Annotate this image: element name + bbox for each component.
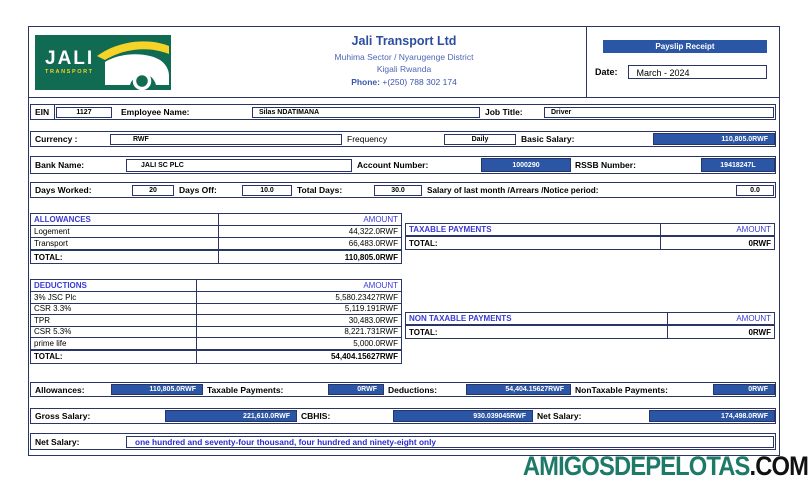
company-address-line1: Muhima Sector / Nyarugenge District bbox=[334, 52, 474, 62]
frequency-label: Frequency bbox=[347, 134, 388, 144]
allowances-total-label: TOTAL: bbox=[34, 252, 63, 262]
deduction-amount: 30,483.0RWF bbox=[196, 315, 401, 326]
deductions-amount-header: AMOUNT bbox=[196, 280, 401, 291]
rssb-number-value: 19418247L bbox=[701, 158, 775, 172]
deductions-title: DEDUCTIONS bbox=[34, 281, 87, 290]
gross-salary-value: 221,610.0RWF bbox=[165, 410, 297, 422]
allowances-total-value: 110,805.0RWF bbox=[218, 251, 401, 263]
summary-non-taxable-label: NonTaxable Payments: bbox=[575, 384, 668, 395]
non-taxable-total-label: TOTAL: bbox=[409, 327, 438, 337]
allowance-amount: 66,483.0RWF bbox=[218, 238, 401, 249]
allowances-title: ALLOWANCES bbox=[34, 215, 91, 224]
total-days-value: 30.0 bbox=[374, 185, 422, 196]
job-title-value: Driver bbox=[544, 107, 774, 118]
allowance-amount: 44,322.0RWF bbox=[218, 226, 401, 237]
net-salary-label: Net Salary: bbox=[537, 411, 582, 421]
net-in-words-label: Net Salary: bbox=[35, 436, 80, 447]
account-number-value: 1000290 bbox=[481, 158, 571, 172]
deduction-label: TPR bbox=[34, 315, 50, 325]
company-address-line2: Kigali Rwanda bbox=[376, 64, 432, 74]
watermark-name: AMIGOSDEPELOTAS bbox=[522, 450, 750, 481]
allowances-total-row bbox=[31, 250, 401, 263]
deduction-amount: 5,580.23427RWF bbox=[196, 292, 401, 303]
deduction-amount: 8,221.731RWF bbox=[196, 327, 401, 338]
table-row bbox=[31, 292, 401, 304]
bank-name-label: Bank Name: bbox=[35, 160, 85, 170]
taxable-total-row bbox=[406, 236, 774, 249]
date-row bbox=[595, 65, 767, 79]
currency-label: Currency : bbox=[35, 134, 78, 144]
logo-wordmark: JALI bbox=[45, 48, 95, 69]
allowances-amount-header: AMOUNT bbox=[218, 214, 401, 225]
days-worked-label: Days Worked: bbox=[35, 185, 92, 195]
summary-deductions-label: Deductions: bbox=[388, 384, 438, 395]
days-off-label: Days Off: bbox=[179, 185, 217, 195]
allowances-table bbox=[30, 213, 402, 264]
deduction-label: CSR 5.3% bbox=[34, 327, 72, 337]
ein-value: 1127 bbox=[56, 107, 112, 118]
non-taxable-header-row bbox=[406, 313, 774, 325]
net-in-words-row bbox=[30, 433, 776, 450]
deductions-header-row bbox=[31, 280, 401, 292]
taxable-title: TAXABLE PAYMENTS bbox=[409, 225, 492, 234]
deductions-total-label: TOTAL: bbox=[34, 352, 63, 361]
watermark-tld: .COM bbox=[749, 450, 808, 481]
allowance-label: Logement bbox=[34, 227, 70, 236]
date-label: Date: bbox=[595, 67, 618, 77]
deduction-amount: 5,119.191RWF bbox=[196, 304, 401, 315]
deductions-table bbox=[30, 279, 402, 364]
taxable-total-label: TOTAL: bbox=[409, 238, 438, 248]
table-row bbox=[31, 338, 401, 350]
days-worked-value: 20 bbox=[132, 185, 174, 196]
bank-row bbox=[30, 156, 776, 174]
non-taxable-amount-header: AMOUNT bbox=[667, 313, 774, 324]
bank-name-value: JALI SC PLC bbox=[126, 159, 352, 172]
non-taxable-total-value: 0RWF bbox=[667, 326, 774, 338]
taxable-total-value: 0RWF bbox=[660, 237, 774, 249]
job-title-label: Job Title: bbox=[485, 107, 523, 117]
non-taxable-title: NON TAXABLE PAYMENTS bbox=[409, 314, 512, 323]
date-value: March - 2024 bbox=[628, 65, 767, 79]
table-row bbox=[31, 238, 401, 250]
cbhis-label: CBHIS: bbox=[301, 411, 331, 421]
company-name: Jali Transport Ltd bbox=[351, 34, 457, 48]
arrears-label: Salary of last month /Arrears /Notice period: bbox=[427, 185, 599, 195]
receipt-block bbox=[586, 27, 779, 97]
rssb-number-label: RSSB Number: bbox=[575, 160, 636, 170]
deduction-label: CSR 3.3% bbox=[34, 304, 72, 314]
allowances-header-row bbox=[31, 214, 401, 226]
basic-salary-label: Basic Salary: bbox=[521, 134, 575, 144]
net-in-words-value: one hundred and seventy-four thousand, four hundred and ninety-eight only bbox=[126, 436, 774, 448]
deductions-total-value: 54,404.15627RWF bbox=[196, 351, 401, 363]
taxable-header-row bbox=[406, 224, 774, 236]
non-taxable-payments-table bbox=[405, 312, 775, 339]
logo-sub-wordmark: TRANSPORT bbox=[45, 69, 94, 75]
summary-allowances-value: 110,805.0RWF bbox=[111, 384, 203, 395]
taxable-payments-table bbox=[405, 223, 775, 250]
account-number-label: Account Number: bbox=[357, 160, 429, 170]
deduction-amount: 5,000.0RWF bbox=[196, 338, 401, 349]
employee-name-label: Employee Name: bbox=[121, 107, 190, 117]
deduction-label: 3% JSC Plc bbox=[34, 292, 77, 302]
employee-row bbox=[30, 104, 776, 120]
summary-taxable-value: 0RWF bbox=[328, 384, 384, 395]
totals-row bbox=[30, 408, 776, 424]
summary-non-taxable-value: 0RWF bbox=[713, 384, 775, 395]
days-off-value: 10.0 bbox=[242, 185, 292, 196]
taxable-amount-header: AMOUNT bbox=[660, 224, 774, 235]
arrears-value: 0.0 bbox=[736, 185, 774, 196]
payslip-receipt-banner: Payslip Receipt bbox=[603, 40, 767, 53]
deductions-total-row bbox=[31, 350, 401, 363]
table-row bbox=[31, 226, 401, 238]
basic-salary-value: 110,805.0RWF bbox=[653, 133, 775, 145]
summary-taxable-label: Taxable Payments: bbox=[207, 384, 284, 395]
watermark bbox=[523, 449, 808, 483]
allowance-label: Transport bbox=[34, 239, 68, 248]
table-row bbox=[31, 315, 401, 327]
ein-label: EIN bbox=[31, 105, 55, 119]
gross-salary-label: Gross Salary: bbox=[35, 411, 91, 421]
table-row bbox=[31, 327, 401, 339]
deduction-label: prime life bbox=[34, 338, 67, 348]
company-logo bbox=[35, 35, 171, 90]
summary-row bbox=[30, 382, 776, 397]
company-phone: Phone: +(250) 788 302 174 bbox=[351, 77, 457, 87]
employee-name-value: Silas NDATIMANA bbox=[252, 107, 480, 118]
frequency-value: Daily bbox=[444, 134, 516, 145]
currency-row bbox=[30, 131, 776, 147]
summary-deductions-value: 54,404.15627RWF bbox=[466, 384, 571, 395]
header-section bbox=[29, 27, 779, 98]
company-info bbox=[254, 34, 554, 87]
table-row bbox=[31, 304, 401, 316]
non-taxable-total-row bbox=[406, 325, 774, 338]
total-days-label: Total Days: bbox=[297, 185, 343, 195]
summary-allowances-label: Allowances: bbox=[35, 384, 85, 395]
cbhis-value: 930.039045RWF bbox=[393, 410, 533, 422]
days-row bbox=[30, 182, 776, 198]
currency-value: RWF bbox=[110, 134, 342, 145]
net-salary-value: 174,498.0RWF bbox=[649, 410, 775, 422]
payslip-document bbox=[28, 26, 780, 456]
